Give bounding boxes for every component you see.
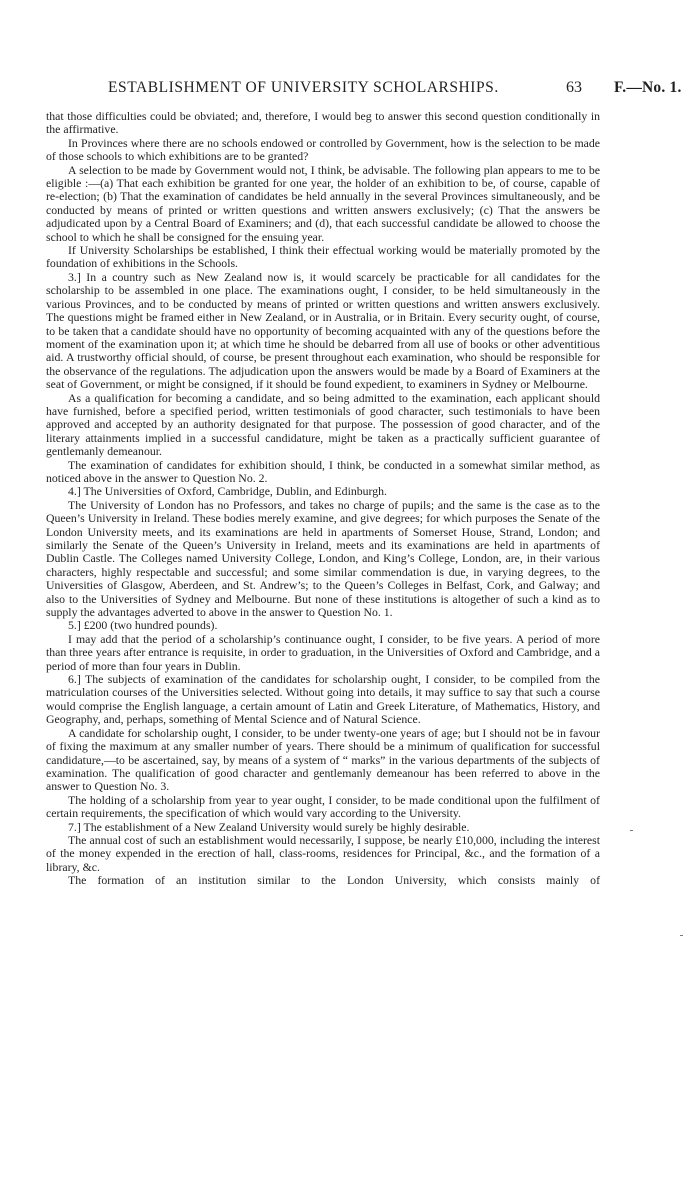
paragraph: I may add that the period of a scholarship’s continuance ought, I consider, to be five years. A period of more than three years after entrance is requisite, in order to graduation, in the Universities of Oxford and Cambridge, and a period of more than four years in Dublin. [46, 631, 600, 673]
paragraph: The annual cost of such an establishment would necessarily, I suppose, be nearly £10,000, including the interest of the money expended in the erection of hall, class-rooms, residences for Principal, &c., and the formation of a library, &c. [46, 832, 600, 874]
paragraph: If University Scholarships be established, I think their effectual working would be materially promoted by the foundation of exhibitions in the Schools. [46, 243, 600, 271]
margin-mark [630, 830, 633, 831]
paragraph: 4.] The Universities of Oxford, Cambridge, Dublin, and Edinburgh. [68, 484, 388, 499]
paragraph: 3.] In a country such as New Zealand now is, it would scarcely be practicable for all candidates for the scholarship to be assembled in one place. The examinations ought, I consider, to be held simultaneously in the various Provinces, and to be conducted by means of printed or written questions and written answers exclusively. The questions might be framed either in New Zealand, or in Australia, or in Britain. Every security ought, of course, to be taken that a candidate should have no opportunity of becoming acquainted with any of the questions before the moment of the examination upon it; at which time he should be debarred from all use of books or other adventitious aid. A trustworthy official should, of course, be present throughout each examination, who should be responsible for the observance of the regulations. The adjudication upon the answers would be made by a Board of Examiners at the seat of Government, or might be consigned, if it should be found expedient, to examiners in Sydney or Melbourne. [46, 269, 600, 392]
paragraph: The examination of candidates for exhibition should, I think, be conducted in a somewhat similar method, as noticed above in the answer to Question No. 2. [46, 457, 600, 485]
paragraph: that those difficulties could be obviated; and, therefore, I would beg to answer this second question conditionally in the affirmative. [46, 109, 600, 137]
paragraph: A selection to be made by Government would not, I think, be advisable. The following plan appears to me to be eligible :—(a) That each exhibition be granted for one year, the holder of an exhibition to be, of course, capable of re-election; (b) That the examination of candidates be held annually in the several Provinces simultaneously, and be conducted by means of printed or written questions and written answers exclusively; (c) That the answers be adjudicated upon by a Central Board of Examiners; and (d), that each successful candidate be allowed to choose the school to which he shall be consigned for the ensuing year. [46, 162, 600, 244]
page-header [46, 76, 686, 100]
running-title: ESTABLISHMENT OF UNIVERSITY SCHOLARSHIPS. [108, 79, 499, 96]
paragraph: 6.] The subjects of examination of the candidates for scholarship ought, I consider, to be compiled from the matriculation courses of the Universities selected. Without going into details, it may suffice to say that such a course would comprise the English language, a certain amount of Latin and Greek Literature, of Mathematics, History, and Geography, and, perhaps, something of Mental Science and of Natural Science. [46, 672, 600, 727]
paragraph: 7.] The establishment of a New Zealand University would surely be highly desirable. [68, 819, 470, 834]
paragraph: The holding of a scholarship from year to year ought, I consider, to be made conditional upon the fulfilment of certain requirements, the specification of which would vary according to the University. [46, 792, 600, 821]
margin-mark [680, 935, 683, 936]
body-text [46, 110, 600, 888]
document-reference: F.—No. 1. [614, 79, 682, 96]
paragraph: 5.] £200 (two hundred pounds). [68, 618, 218, 633]
paragraph: The formation of an institution similar to the London University, which consists mainly of [68, 873, 600, 888]
paragraph: As a qualification for becoming a candidate, and so being admitted to the examination, each applicant should have furnished, before a specified period, written testimonials of good character, such testimonials to have been approved and accepted by an authority designated for that purpose. The possession of good character, and of the literary attainments implied in a successful candidature, might be taken as a practically sufficient guarantee of gentlemanly demeanour. [46, 390, 600, 459]
paragraph: A candidate for scholarship ought, I consider, to be under twenty-one years of age; but I should not be in favour of fixing the maximum at any smaller number of years. There should be a minimum of qualification for successful candidature,—to be ascertained, say, by means of a system of “ marks” in the various departments of the subjects of examination. The qualification of good character and gentlemanly demeanour has been referred to above in the answer to Question No. 3. [46, 725, 600, 794]
paragraph: The University of London has no Professors, and takes no charge of pupils; and the same is the case as to the Queen’s University in Ireland. These bodies merely examine, and give degrees; for which purposes the Senate of the London University meets, and its examinations are held in apartments of Somerset House, Strand, London; and similarly the Senate of the Queen’s University in Ireland, meets and its examinations are held in apartments of Dublin Castle. The Colleges named University College, London, and King’s College, London, are, in their various characters, highly respectable and successful; and some similar commendation is due, in varying degrees, to the Universities of Glasgow, Aberdeen, and St. Andrew’s; to the Queen’s Colleges in Belfast, Cork, and Galway; and also to the Universities of Sydney and Melbourne. But none of these institutions is altogether of such a kind as to supply the advantages adverted to above in the answer to Question No. 1. [46, 497, 600, 620]
page-number: 63 [566, 79, 582, 96]
paragraph: In Provinces where there are no schools endowed or controlled by Government, how is the selection to be made of those schools to which exhibitions are to be granted? [46, 135, 600, 164]
